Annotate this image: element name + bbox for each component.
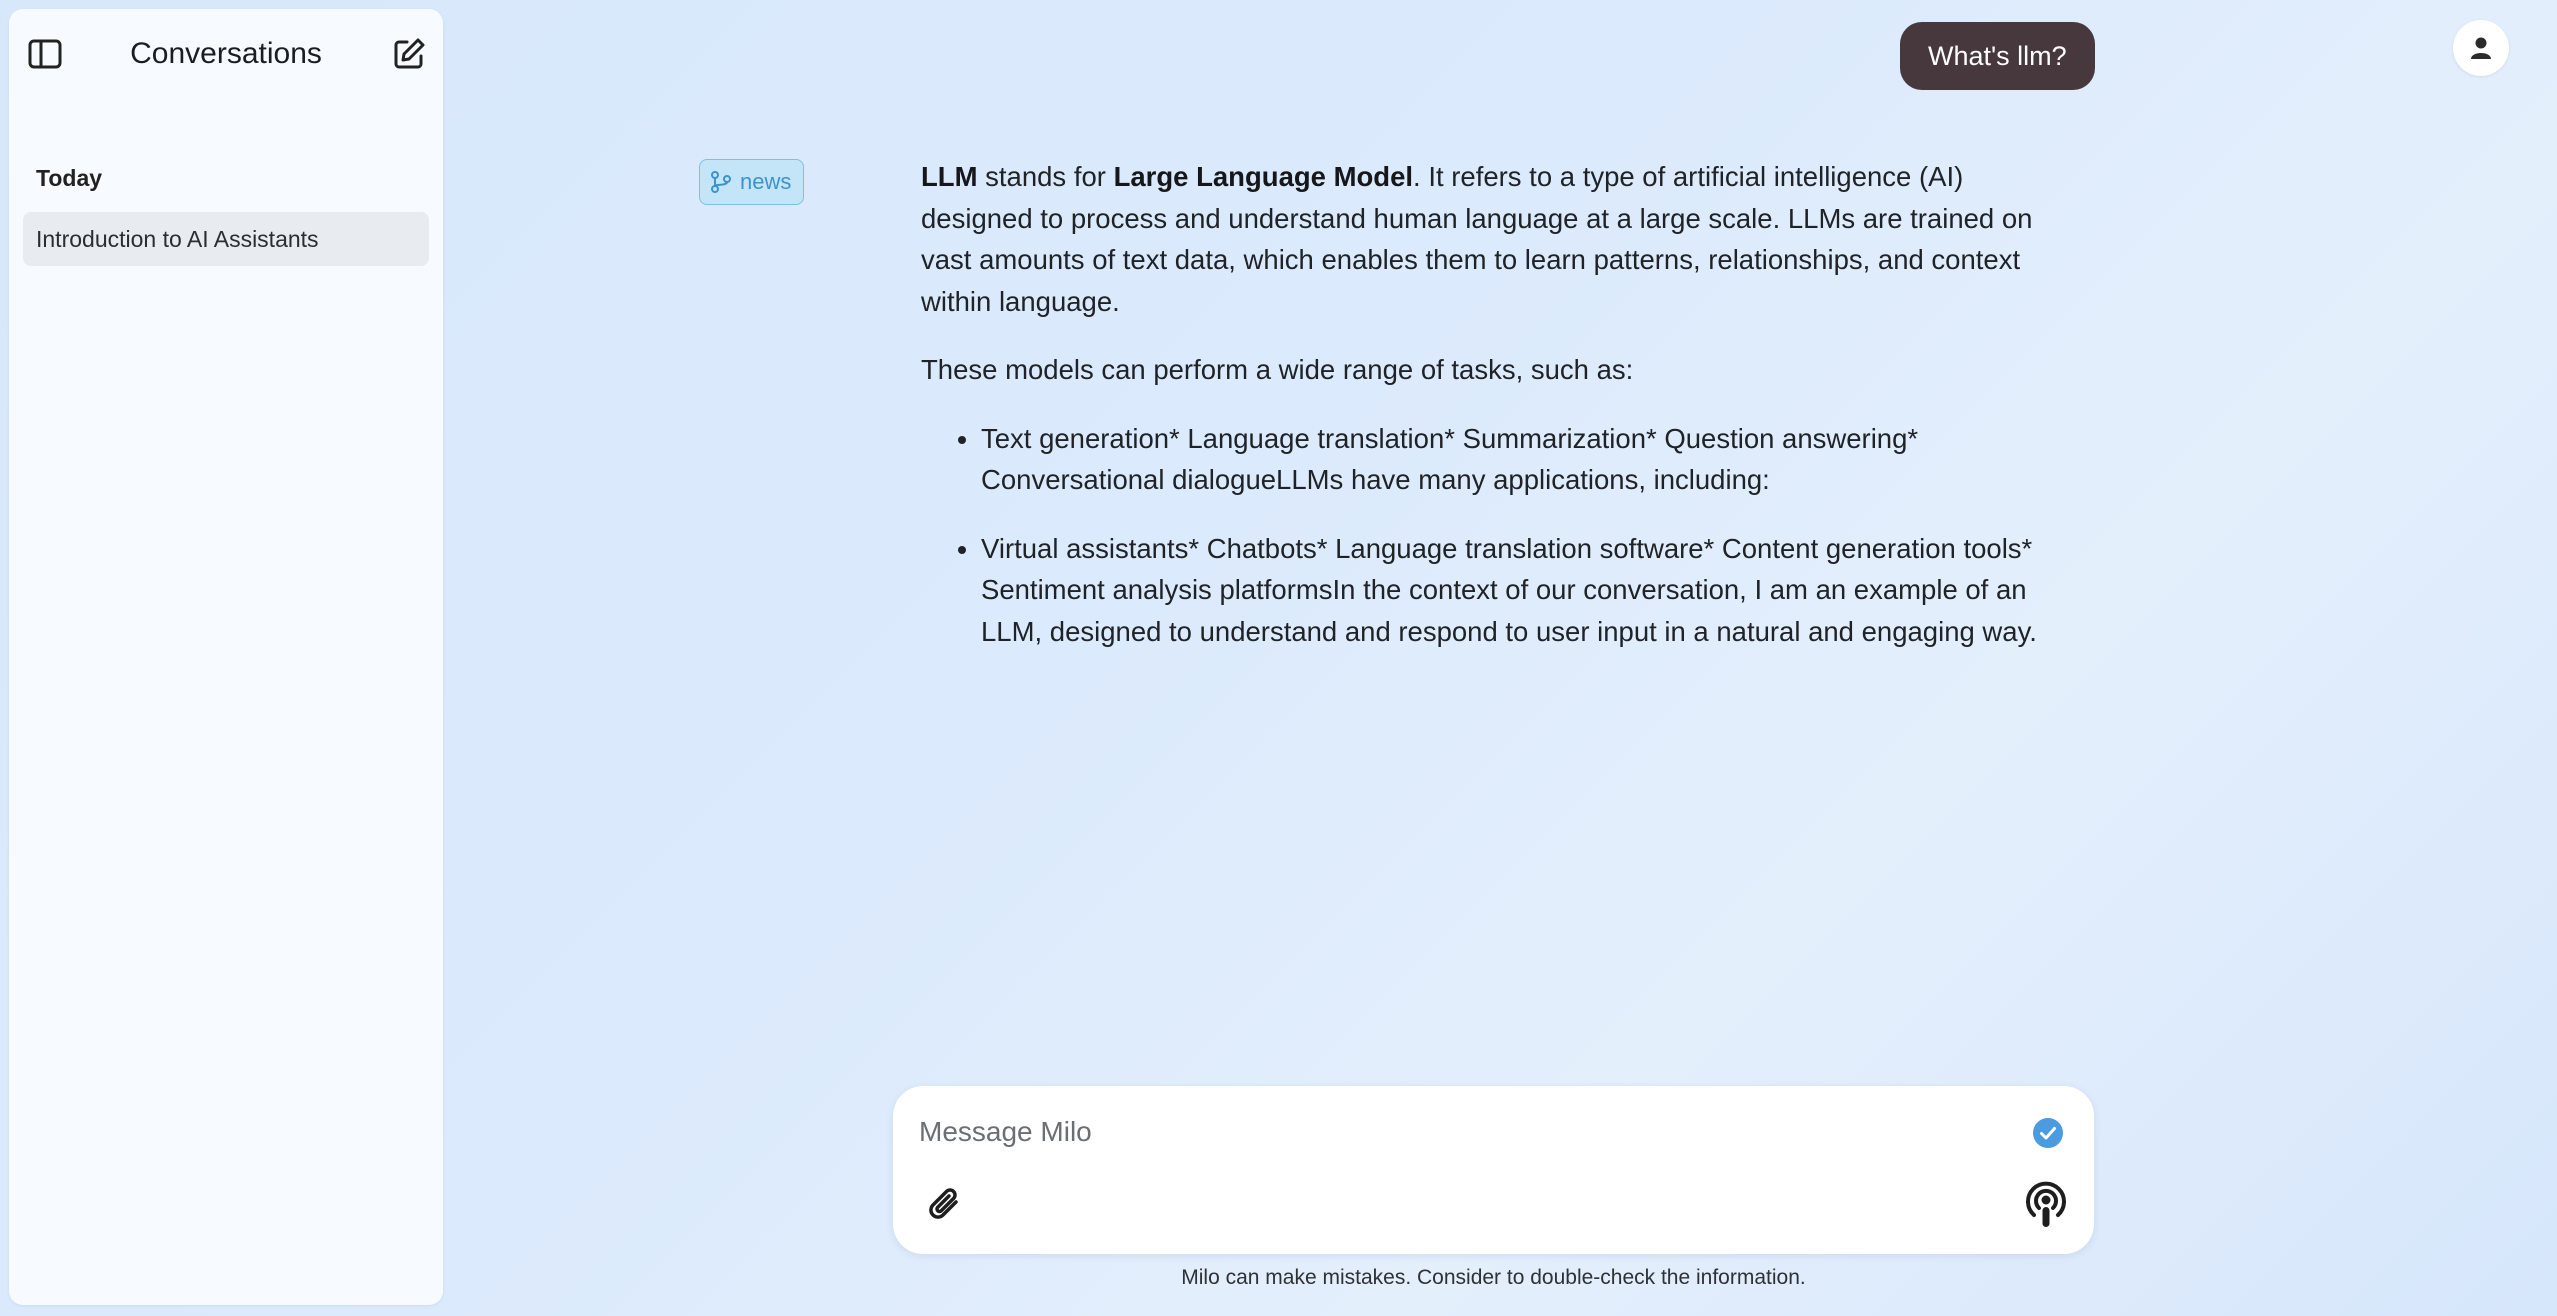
tag-label: news	[740, 169, 792, 194]
response-paragraph: These models can perform a wide range of tasks, such as:	[921, 354, 1634, 385]
user-icon	[2470, 36, 2492, 60]
response-text: stands for	[977, 161, 1114, 192]
paperclip-icon	[926, 1184, 966, 1226]
disclaimer-text: Milo can make mistakes. Consider to double-check the information.	[1181, 1266, 1806, 1289]
conversation-group-label: Today	[36, 165, 103, 191]
podcast-voice-icon	[2022, 1179, 2070, 1231]
response-expansion: Large Language Model	[1113, 161, 1414, 192]
voice-button[interactable]	[2017, 1176, 2075, 1234]
user-message-bubble: What's llm?	[1900, 22, 2095, 90]
assistant-response	[921, 156, 2051, 679]
message-input[interactable]	[917, 1106, 2001, 1158]
response-text: . It refers to a type of artificial intelligence (AI) designed to process and understand human language at a large scale. LLMs are trained on vast amounts of text data, which enables them to learn patterns, relationships, and context within language.	[921, 161, 2033, 317]
news-tag[interactable]	[699, 159, 804, 205]
conversation-item[interactable]: Introduction to AI Assistants	[23, 212, 429, 266]
branch-icon	[710, 170, 732, 194]
check-circle-icon[interactable]	[2032, 1117, 2064, 1149]
new-chat-button[interactable]	[390, 35, 428, 73]
new-chat-edit-icon	[392, 37, 426, 71]
sidebar-header	[9, 9, 443, 91]
list-item: • Text generation* Language translation* Summarization* Question answering* Conversational dialogueLLMs have many applications, including:	[981, 418, 2051, 501]
response-term: LLM	[921, 161, 978, 192]
attach-button[interactable]	[921, 1180, 971, 1230]
response-list	[921, 418, 2051, 653]
profile-avatar-button[interactable]	[2453, 20, 2509, 76]
sidebar-title: Conversations	[130, 37, 322, 70]
sidebar	[9, 9, 443, 1305]
response-paragraph	[921, 156, 2051, 322]
message-composer	[893, 1086, 2094, 1254]
list-item: • Virtual assistants* Chatbots* Language translation software* Content generation tools* Sentiment analysis platformsIn the context of our conversation, I am an example of an LLM, designed to understand and respond to user input in a natural and engaging way.	[981, 528, 2051, 653]
